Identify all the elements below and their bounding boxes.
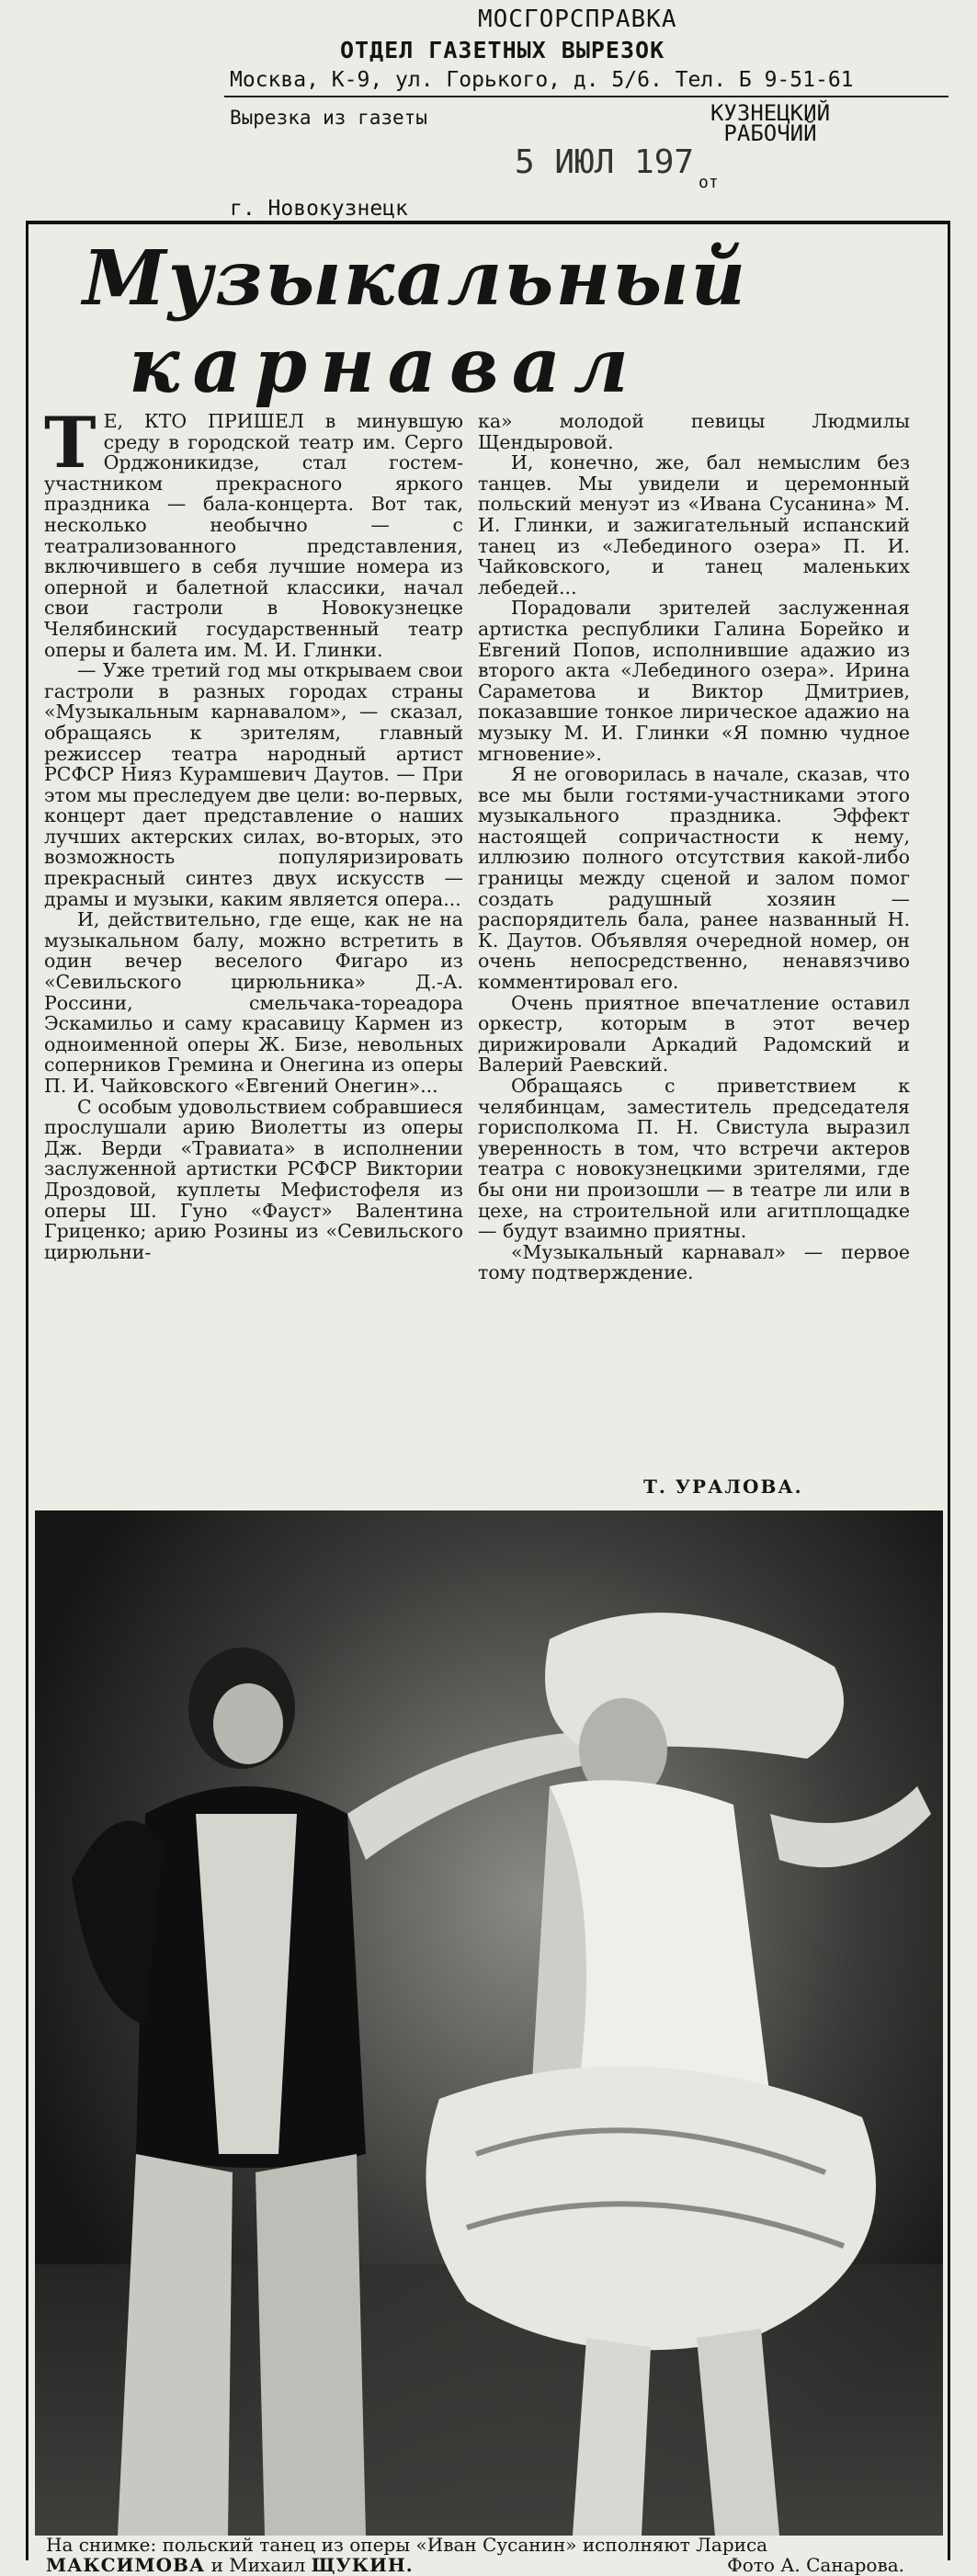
stamp-ot: от bbox=[699, 173, 719, 192]
article-paragraph bbox=[44, 402, 463, 661]
paragraph-text: Е, КТО ПРИШЕЛ в минувшую среду в городской театр им. Серго Орджоникидзе, стал гостем-участником прекрасного яркого праздника — бала-концерта. Вот так, несколько необычно — с театрализованного представления, включившего в себя лучшие номера из оперной и балетной классики, начал свои гастроли в Новокузнецке Челябинский государственный театр оперы и балета им. М. И. Глинки. bbox=[44, 410, 463, 661]
stamp-org: МОСГОРСПРАВКА bbox=[478, 6, 677, 33]
stamp-newspaper-name bbox=[669, 100, 871, 146]
stamp-paper-line1: КУЗНЕЦКИЙ bbox=[710, 100, 831, 126]
caption-and: и Михаил bbox=[210, 2554, 306, 2576]
drop-cap: Т bbox=[44, 402, 97, 484]
dance-photo-image bbox=[35, 1510, 943, 2536]
article-paragraph: ка» молодой певицы Людмилы Щендыровой. bbox=[478, 410, 910, 453]
article-paragraph: Очень приятное впечатление оставил оркестр, которым в этот вечер дирижировали Аркадий Радомский и Валерий Раевский. bbox=[478, 991, 910, 1077]
article-column-left bbox=[44, 402, 463, 1263]
headline-line2: карнавал bbox=[129, 322, 642, 410]
article-paragraph: Порадовали зрителей заслуженная артистка республики Галина Борейко и Евгений Попов, исполнившие адажио из второго акта «Лебединого озера». Ирина Сараметова и Виктор Дмитриев, показавшие тонкое лирическое адажио на музыку М. И. Глинки «Я помню чудное мгновение». bbox=[478, 597, 910, 765]
article-column-right bbox=[478, 411, 910, 1283]
author-signature: Т. УРАЛОВА. bbox=[643, 1476, 803, 1498]
article-paragraph: И, конечно, же, бал немыслим без танцев. Мы увидели и церемонный польский менуэт из «Ивана Сусанина» М. И. Глинки, и зажигательный испанский танец из «Лебединого озера» П. И. Чайковского, и танец маленьких лебедей... bbox=[478, 451, 910, 598]
article-paragraph: «Музыкальный карнавал» — первое тому подтверждение. bbox=[478, 1240, 910, 1284]
stamp-city: г. Новокузнецк bbox=[230, 197, 408, 221]
photo-credit: Фото А. Санарова. bbox=[727, 2554, 904, 2576]
stamp-department: ОТДЕЛ ГАЗЕТНЫХ ВЫРЕЗОК bbox=[340, 37, 665, 63]
photo-caption bbox=[46, 2535, 928, 2575]
stamp-date: 5 ИЮЛ 197 bbox=[515, 143, 695, 181]
frame-top-rule bbox=[26, 221, 950, 224]
headline-line1: Музыкальный bbox=[83, 234, 748, 323]
article-paragraph: Я не оговорилась в начале, сказав, что все мы были гостями-участниками этого музыкального праздника. Эффект настоящей сопричастности к нему, иллюзию полного отсутствия какой-либо границы между сценой и залом помог создать радушный хозяин — распорядитель бала, ранее названный Н. К. Даутов. Объявляя очередной номер, он очень непосредственно, ненавязчиво комментировал его. bbox=[478, 763, 910, 994]
frame-right-rule bbox=[948, 221, 950, 2560]
article-paragraph: Обращаясь с приветствием к челябинцам, заместитель председателя горисполкома П. Н. Свистула выразил уверенность в том, что встречи актеров театра с новокузнецкими зрителями, где бы они ни произошли — в театре ли или в цехе, на строительной или агитплощадке — будут взаимно приятны. bbox=[478, 1075, 910, 1243]
caption-name2: ЩУКИН. bbox=[311, 2554, 414, 2576]
caption-name1: МАКСИМОВА bbox=[46, 2554, 206, 2576]
dance-photo bbox=[35, 1510, 943, 2536]
frame-left-rule bbox=[26, 221, 28, 2560]
stamp-paper-line2: РАБОЧИЙ bbox=[723, 120, 817, 146]
article-paragraph: И, действительно, где еще, как не на музыкальном балу, можно встретить в один вечер веселого Фигаро из «Севильского цирюльника» Д.-А. Россини, смельчака-тореадора Эскамильо и саму красавицу Кармен из одноименной оперы Ж. Бизе, невольных соперников Гремина и Онегина из оперы П. И. Чайковского «Евгений Онегин»... bbox=[44, 908, 463, 1097]
caption-prefix: На снимке: польский танец из оперы «Иван Сусанин» исполняют Лариса bbox=[46, 2534, 768, 2556]
stamp-divider bbox=[224, 96, 949, 97]
stamp-address: Москва, К-9, ул. Горького, д. 5/6. Тел. Б 9-51-61 bbox=[230, 68, 854, 92]
article-paragraph: — Уже третий год мы открываем свои гастроли в разных городах страны «Музыкальным карнавалом», — сказал, обращаясь к зрителям, главный режиссер театра народный артист РСФСР Нияз Курамшевич Даутов. — При этом мы преследуем две цели: во-первых, концерт дает представление о наших лучших актерских силах, во-вторых, это возможность популяризировать прекрасный синтез двух искусств — драмы и музыки, каким является опера... bbox=[44, 659, 463, 910]
article-paragraph: С особым удовольствием собравшиеся прослушали арию Виолетты из оперы Дж. Верди «Травиата» в исполнении заслуженной артистки РСФСР Виктории Дроздовой, куплеты Мефистофеля из оперы Ш. Гуно «Фауст» Валентина Гриценко; арию Розины из «Севильского цирюльни- bbox=[44, 1095, 463, 1263]
stamp-clip-label: Вырезка из газеты bbox=[230, 107, 427, 129]
